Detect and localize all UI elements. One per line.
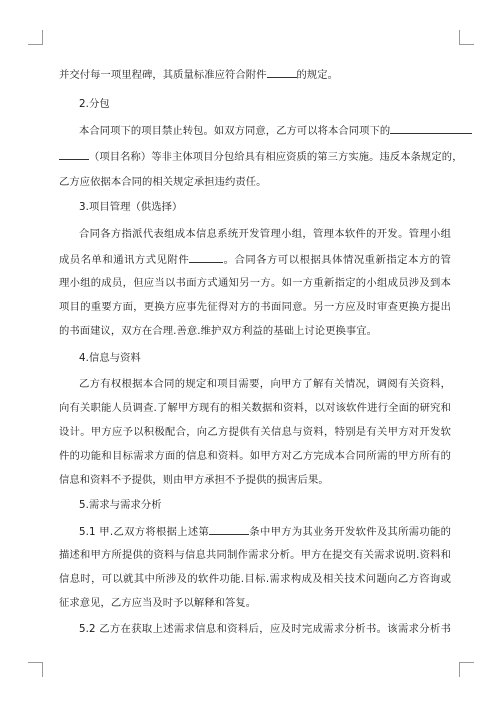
- text-segment: 2.分包: [79, 98, 110, 110]
- crop-mark-bottom-right: [459, 662, 474, 677]
- text-line: [59, 148, 463, 164]
- text-segment: 信息时，可以就其中所涉及的软件功能.目标.需求构成及相关技术问题向乙方咨询或: [59, 573, 451, 585]
- text-segment: 合同各方指派代表组成本信息系统开发管理小组，管理本软件的开发。管理小组: [79, 228, 451, 240]
- text-segment: 理小组的成员，但应当以书面方式通知另一方。如一方重新指定的小组成员涉及到本: [59, 277, 451, 289]
- text-line: [59, 174, 451, 190]
- fill-in-blank: [390, 122, 472, 134]
- text-line: [59, 323, 451, 339]
- fill-in-blank: [267, 66, 297, 78]
- text-segment: 乙方应依据本合同的相关规定承担违约责任。: [59, 176, 267, 188]
- text-line: [59, 595, 451, 611]
- text-segment: 本合同项下的项目禁止转包。如双方同意，乙方可以将本合同项下的: [79, 125, 391, 137]
- fill-in-blank: [209, 523, 249, 535]
- text-segment: 信息和资料不予提供，则由甲方承担不予提供的损害后果。: [59, 474, 329, 486]
- text-segment: 设计。甲方应予以积极配合，向乙方提供有关信息与资料，特别是有关甲方对开发软: [59, 426, 451, 438]
- text-line: [59, 523, 451, 539]
- text-segment: 件的功能和目标需求方面的信息和资料。如甲方对乙方完成本合同所需的甲方所有的: [59, 450, 451, 462]
- text-line: [59, 66, 451, 82]
- text-segment: 条中甲方为其业务开发软件及其所需功能的: [249, 526, 451, 538]
- fill-in-blank: [59, 148, 89, 160]
- text-line: [59, 448, 451, 464]
- text-line: [59, 350, 451, 366]
- text-line: [59, 122, 451, 138]
- text-line: [59, 547, 451, 563]
- text-line: [59, 621, 451, 637]
- text-segment: 描述和甲方所提供的资料与信息共同制作需求分析。甲方在提交有关需求说明.资料和: [59, 549, 451, 561]
- text-segment: 3.项目管理（供选择）: [79, 201, 183, 213]
- text-line: [59, 299, 451, 315]
- text-segment: 5.1 甲.乙双方将根据上述第: [79, 526, 210, 538]
- text-segment: 5.2 乙方在获取上述需求信息和资料后，应及时完成需求分析书。该需求分析书: [79, 623, 451, 635]
- text-segment: 5.需求与需求分析: [79, 499, 162, 511]
- text-segment: 项目的重要方面，更换方应事先征得对方的书面同意。另一方应及时审查更换方提出: [59, 301, 451, 313]
- text-line: [59, 400, 451, 416]
- text-segment: 征求意见，乙方应当及时予以解释和答复。: [59, 597, 257, 609]
- text-segment: 4.信息与资料: [79, 352, 141, 364]
- crop-mark-bottom-left: [28, 662, 43, 677]
- text-segment: 。合同各方可以根据具体情况重新指定本方的管: [223, 254, 451, 266]
- text-line: [59, 199, 451, 215]
- text-line: [59, 275, 451, 291]
- text-line: [59, 424, 451, 440]
- text-segment: （项目名称）等非主体项目分包给具有相应资质的第三方实施。违反本条规定的，: [89, 151, 463, 163]
- text-segment: 向有关职能人员调查.了解甲方现有的相关数据和资料，以对该软件进行全面的研究和: [59, 402, 451, 414]
- text-line: [59, 376, 451, 392]
- text-segment: 的规定。: [296, 69, 339, 81]
- text-segment: 乙方有权根据本合同的规定和项目需要，向甲方了解有关情况，调阅有关资料，: [79, 378, 451, 390]
- crop-mark-top-left: [28, 30, 43, 45]
- fill-in-blank: [189, 251, 223, 263]
- text-line: [59, 497, 451, 513]
- text-line: [59, 571, 451, 587]
- text-line: [59, 226, 451, 242]
- text-line: [59, 251, 451, 267]
- text-segment: 并交付每一项里程碑，其质量标准应符合附件: [59, 69, 267, 81]
- text-segment: 成员名单和通讯方式见附件: [59, 254, 190, 266]
- text-segment: 的书面建议，双方在合理.善意.维护双方利益的基础上讨论更换事宜。: [59, 325, 378, 337]
- text-line: [59, 96, 451, 112]
- crop-mark-top-right: [459, 30, 474, 45]
- text-line: [59, 472, 451, 488]
